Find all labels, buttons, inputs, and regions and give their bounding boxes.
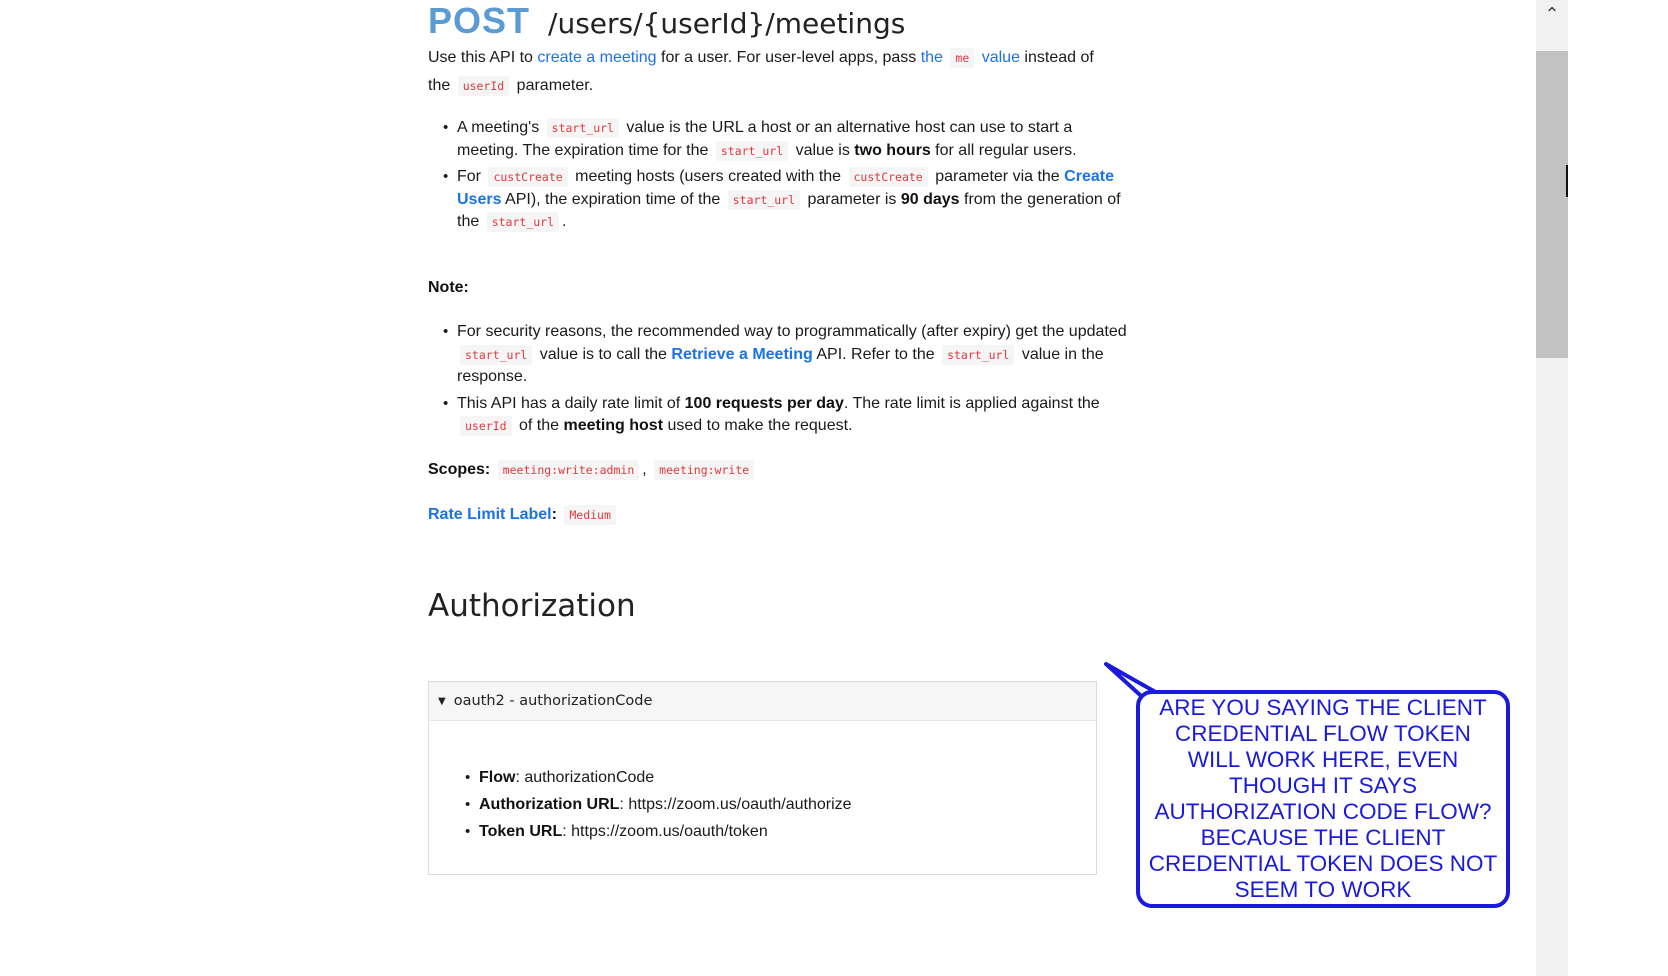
list-item: • Flow: authorizationCode <box>479 764 852 791</box>
start-url-code: start_url <box>716 141 788 161</box>
create-users-link[interactable]: Create Users <box>457 168 1114 208</box>
list-item: • A meeting's start_url value is the URL a host or an alternative host can use to start a meeting. The expiration time for the start_url value is two hours for all regular users. <box>457 117 1127 162</box>
caret-down-icon: ▼ <box>438 695 446 707</box>
scopes-row: Scopes: meeting:write:admin , meeting:write <box>428 456 1103 484</box>
auth-scheme-panel <box>428 681 1097 875</box>
annotation-text: ARE YOU SAYING THE CLIENT CREDENTIAL FLOW TOKEN WILL WORK HERE, EVEN THOUGH IT SAYS AUTHORIZATION CODE FLOW? BECAUSE THE CLIENT CREDENTIAL TOKEN DOES NOT SEEM TO WORK <box>1148 695 1498 902</box>
start-url-code: start_url <box>547 118 619 138</box>
text-cursor-icon <box>1566 165 1568 197</box>
authorization-heading: Authorization <box>428 588 636 624</box>
endpoint-title <box>428 0 905 42</box>
scope-code: meeting:write <box>654 460 754 480</box>
endpoint-path: /users/{userId}/meetings <box>548 7 906 40</box>
start-url-code: start_url <box>942 345 1014 365</box>
userid-code: userId <box>458 76 510 96</box>
scope-code: meeting:write:admin <box>498 460 640 480</box>
intro-text: for a user. For user-level apps, pass <box>656 49 921 66</box>
list-item: • Token URL: https://zoom.us/oauth/token <box>479 818 852 845</box>
list-item: • For security reasons, the recommended way to programmatically (after expiry) get the updated start_url value is to call the Retrieve a Meeting API. Refer to the start_url value in the response. <box>457 321 1127 389</box>
scopes-label: Scopes: <box>428 461 491 478</box>
scroll-up-icon[interactable]: ⌃ <box>1544 4 1560 24</box>
note-label: Note: <box>428 279 469 296</box>
auth-details-list <box>479 764 852 845</box>
annotation-speech-bubble <box>1136 690 1510 908</box>
rate-limit-value: Medium <box>564 505 616 525</box>
start-url-code: start_url <box>487 212 559 232</box>
intro-text: instead of the <box>428 49 1094 94</box>
create-meeting-link[interactable]: create a meeting <box>537 49 657 66</box>
custcreate-code: custCreate <box>849 167 928 187</box>
start-url-code: start_url <box>460 345 532 365</box>
me-code: me <box>950 48 974 68</box>
scrollbar-thumb[interactable] <box>1536 51 1568 358</box>
the-link[interactable]: the <box>920 49 943 66</box>
note-list <box>428 321 1127 442</box>
intro-paragraph <box>428 44 1103 100</box>
http-method: POST <box>428 0 531 41</box>
intro-text: parameter. <box>512 77 594 94</box>
auth-scheme-title: oauth2 - authorizationCode <box>453 693 653 709</box>
auth-scheme-toggle[interactable] <box>429 682 1096 721</box>
rate-limit-label-link[interactable]: Rate Limit Label <box>428 506 552 523</box>
value-link[interactable]: value <box>981 49 1020 66</box>
intro-text: Use this API to <box>428 49 538 66</box>
userid-code: userId <box>460 416 512 436</box>
retrieve-meeting-link[interactable]: Retrieve a Meeting <box>671 345 813 363</box>
custcreate-code: custCreate <box>488 167 567 187</box>
start-url-list <box>428 117 1127 238</box>
rate-limit-row: Rate Limit Label: Medium <box>428 501 1103 529</box>
vertical-scrollbar[interactable] <box>1536 0 1568 976</box>
list-item: • This API has a daily rate limit of 100 requests per day. The rate limit is applied against the userId of the meeting host used to make the request. <box>457 393 1127 438</box>
start-url-code: start_url <box>728 190 800 210</box>
list-item: • Authorization URL: https://zoom.us/oauth/authorize <box>479 791 852 818</box>
list-item: • For custCreate meeting hosts (users created with the custCreate parameter via the Create Users API), the expiration time of the start_url parameter is 90 days from the generation of the start_url . <box>457 166 1127 234</box>
